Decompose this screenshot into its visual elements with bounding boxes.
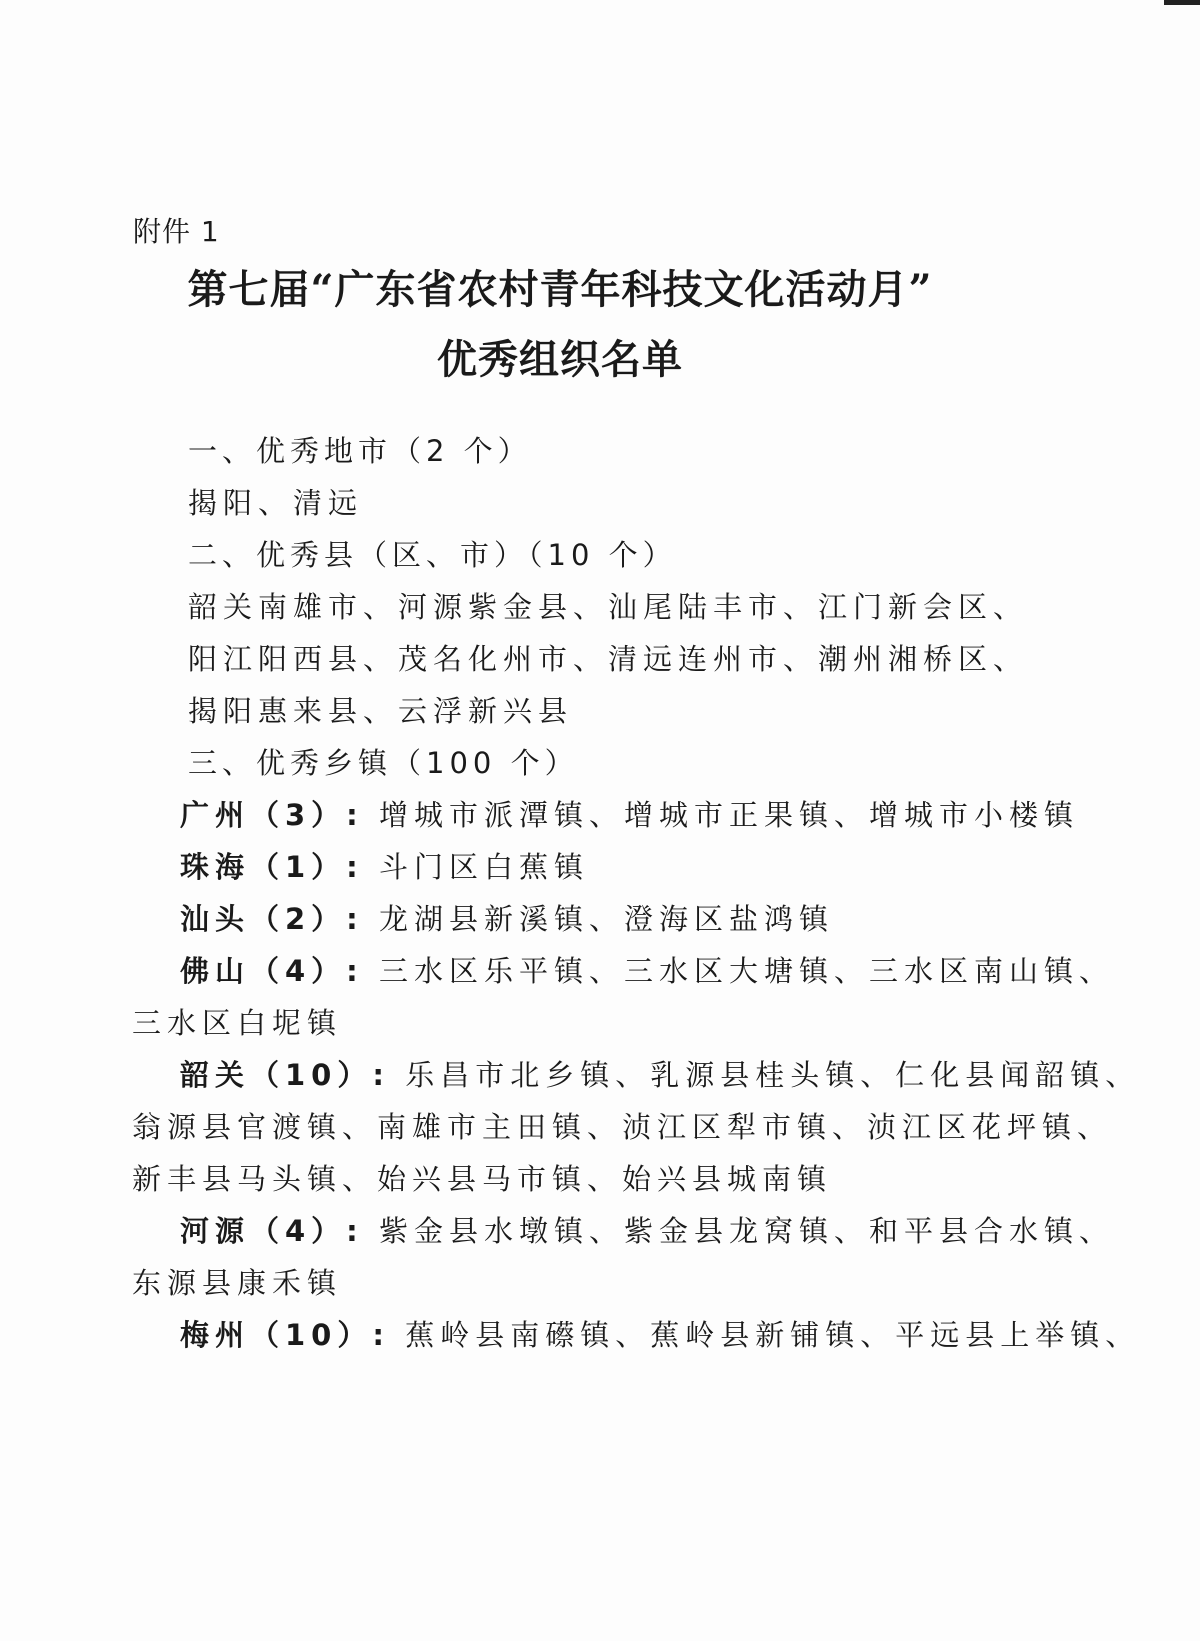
town-list: 紫金县水墩镇、紫金县龙窝镇、和平县合水镇、: [379, 1214, 1115, 1248]
town-list: 龙湖县新溪镇、澄海区盐鸿镇: [379, 902, 835, 936]
city-label: 广州（3）:: [180, 798, 364, 832]
city-entry-heyuan: [180, 1214, 1115, 1248]
document-subtitle: 优秀组织名单: [437, 336, 683, 383]
city-entry-guangzhou: [180, 798, 1080, 832]
counties-line: 阳江阳西县、茂名化州市、清远连州市、潮州湘桥区、: [188, 642, 1029, 676]
city-entry-meizhou: [180, 1318, 1141, 1352]
section-heading-cities: 一、优秀地市（2 个）: [188, 434, 532, 468]
city-entry-shaoguan: [180, 1058, 1141, 1092]
city-entry-zhuhai: [180, 850, 590, 884]
counties-line: 揭阳惠来县、云浮新兴县: [188, 694, 574, 728]
town-list-continued: 三水区白坭镇: [132, 1006, 343, 1040]
town-list-continued: 东源县康禾镇: [132, 1266, 343, 1300]
town-list-continued: 新丰县马头镇、始兴县马市镇、始兴县城南镇: [132, 1162, 833, 1196]
counties-line: 韶关南雄市、河源紫金县、汕尾陆丰市、江门新会区、: [188, 590, 1029, 624]
scan-corner-mark: [1164, 0, 1200, 5]
town-list: 蕉岭县南礤镇、蕉岭县新铺镇、平远县上举镇、: [405, 1318, 1141, 1352]
city-label: 河源（4）:: [180, 1214, 364, 1248]
city-label: 汕头（2）:: [180, 902, 364, 936]
city-entry-foshan: [180, 954, 1115, 988]
city-label: 佛山（4）:: [180, 954, 364, 988]
city-label: 珠海（1）:: [180, 850, 364, 884]
section-heading-counties: 二、优秀县（区、市）（10 个）: [188, 538, 677, 572]
document-title: 第七届“广东省农村青年科技文化活动月”: [187, 266, 933, 313]
city-label: 韶关（10）:: [180, 1058, 390, 1092]
section-content-cities: 揭阳、清远: [188, 486, 364, 520]
city-entry-shantou: [180, 902, 835, 936]
town-list: 增城市派潭镇、增城市正果镇、增城市小楼镇: [379, 798, 1080, 832]
attachment-label: 附件 1: [133, 215, 220, 248]
town-list: 三水区乐平镇、三水区大塘镇、三水区南山镇、: [379, 954, 1115, 988]
town-list: 乐昌市北乡镇、乳源县桂头镇、仁化县闻韶镇、: [405, 1058, 1141, 1092]
town-list: 斗门区白蕉镇: [379, 850, 590, 884]
city-label: 梅州（10）:: [180, 1318, 390, 1352]
town-list-continued: 翁源县官渡镇、南雄市主田镇、浈江区犁市镇、浈江区花坪镇、: [132, 1110, 1113, 1144]
section-heading-towns: 三、优秀乡镇（100 个）: [188, 746, 579, 780]
